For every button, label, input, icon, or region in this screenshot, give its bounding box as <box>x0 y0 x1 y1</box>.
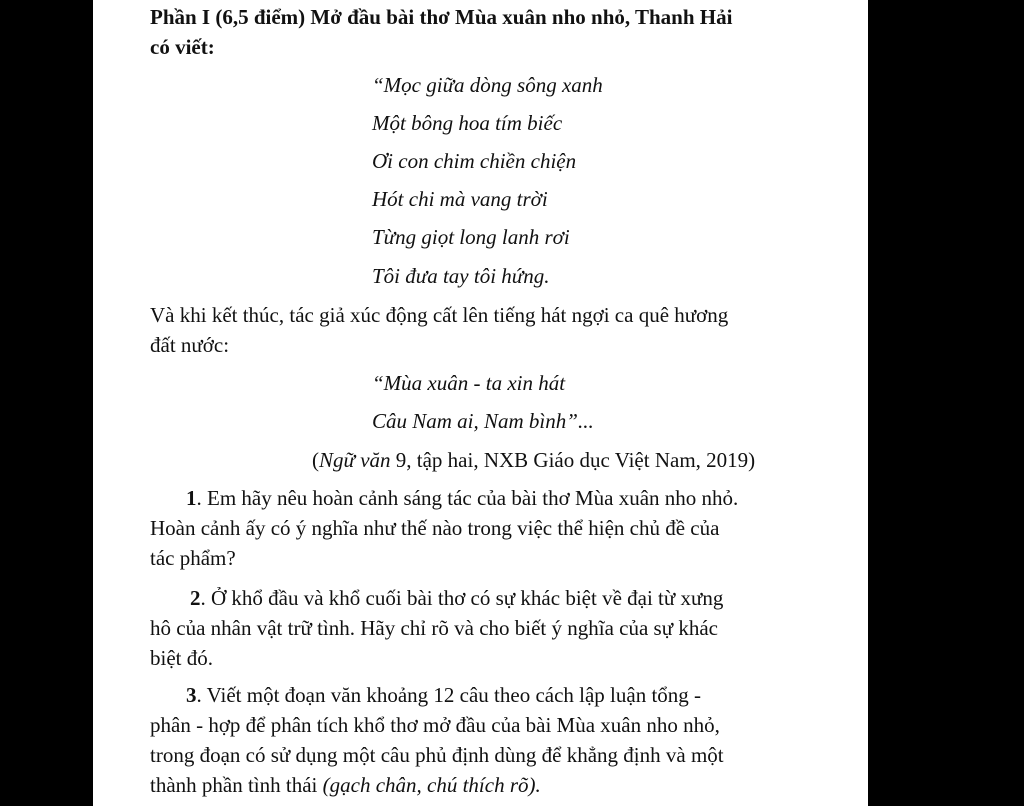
poem-end-line-2: Câu Nam ai, Nam bình”... <box>372 409 594 433</box>
question-1-line-2: Hoàn cảnh ấy có ý nghĩa như thế nào trong việc thể hiện chủ đề của <box>150 516 720 540</box>
heading-line-2: có viết: <box>150 35 215 59</box>
question-3-number: 3 <box>186 683 197 707</box>
transition-paragraph <box>150 300 728 360</box>
question-2-number: 2 <box>190 586 201 610</box>
transition-line-1: Và khi kết thúc, tác giả xúc động cất lên tiếng hát ngợi ca quê hương <box>150 303 729 327</box>
poem-end-line-1: “Mùa xuân - ta xin hát <box>372 371 566 395</box>
poem-line-4: Hót chi mà vang trời <box>372 187 548 211</box>
question-3 <box>150 680 724 800</box>
question-3-line-1: . Viết một đoạn văn khoảng 12 câu theo cách lập luận tổng - <box>196 683 702 707</box>
poem-line-2: Một bông hoa tím biếc <box>372 111 563 135</box>
question-1-line-1: . Em hãy nêu hoàn cảnh sáng tác của bài thơ Mùa xuân nho nhỏ. <box>196 486 739 510</box>
poem-line-1: “Mọc giữa dòng sông xanh <box>372 73 603 97</box>
transition-line-2: đất nước: <box>150 333 230 357</box>
source-open: ( <box>312 448 319 472</box>
question-1 <box>150 483 738 573</box>
question-3-note: (gạch chân, chú thích rõ). <box>322 773 541 797</box>
source-details: 9, tập hai, NXB Giáo dục Việt Nam, 2019) <box>390 448 756 472</box>
poem-line-6: Tôi đưa tay tôi hứng. <box>372 264 550 288</box>
source-book-title: Ngữ văn <box>319 448 391 472</box>
poem-line-3: Ơi con chim chiền chiện <box>372 149 577 173</box>
question-2-line-1: . Ở khổ đầu và khổ cuối bài thơ có sự khác biệt về đại từ xưng <box>200 586 724 610</box>
question-2-line-3: biệt đó. <box>150 646 213 670</box>
question-3-line-2: phân - hợp để phân tích khổ thơ mở đầu của bài Mùa xuân nho nhỏ, <box>150 713 720 737</box>
question-3-line-3: trong đoạn có sử dụng một câu phủ định dùng để khẳng định và một <box>150 743 724 767</box>
question-2-line-2: hô của nhân vật trữ tình. Hãy chỉ rõ và cho biết ý nghĩa của sự khác <box>150 616 719 640</box>
question-3-line-4: thành phần tình thái <box>150 773 323 797</box>
poem-line-5: Từng giọt long lanh rơi <box>372 225 570 249</box>
question-2 <box>150 583 723 673</box>
source-citation <box>312 445 755 475</box>
heading-line-1: Phần I (6,5 điểm) Mở đầu bài thơ Mùa xuân nho nhỏ, Thanh Hải <box>150 5 733 29</box>
document-page <box>93 0 868 806</box>
section-heading <box>150 2 732 62</box>
question-1-line-3: tác phẩm? <box>150 546 236 570</box>
question-1-number: 1 <box>186 486 197 510</box>
